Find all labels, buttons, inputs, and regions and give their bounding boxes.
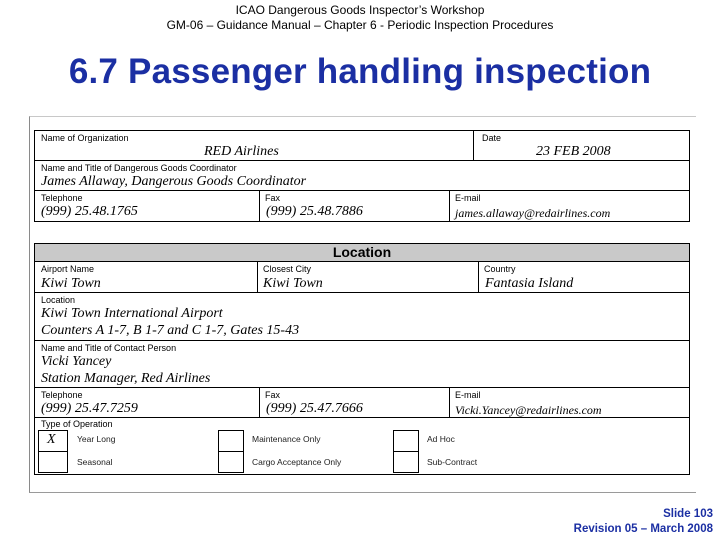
coordinator-value: James Allaway, Dangerous Goods Coordinator — [41, 174, 307, 189]
contact-name: Vicki Yancey — [41, 354, 112, 369]
airport-label: Airport Name — [41, 264, 95, 274]
city-label: Closest City — [263, 264, 312, 274]
city-value: Kiwi Town — [263, 276, 323, 291]
manual-subheader: GM-06 – Guidance Manual – Chapter 6 - Periodic Inspection Procedures — [166, 18, 554, 32]
workshop-header: ICAO Dangerous Goods Inspector’s Workshop — [235, 3, 485, 17]
org-telephone-value: (999) 25.48.1765 — [41, 204, 138, 219]
loc-telephone-value: (999) 25.47.7259 — [41, 401, 138, 416]
org-email-value: james.allaway@redairlines.com — [455, 206, 611, 220]
cargo-acceptance-checkbox[interactable] — [218, 451, 244, 473]
org-email-label: E-mail — [455, 193, 481, 203]
loc-email-value: Vicki.Yancey@redairlines.com — [455, 403, 602, 417]
city-divider — [257, 261, 258, 292]
email-divider — [449, 190, 450, 222]
airport-value: Kiwi Town — [41, 276, 101, 291]
option-sub-contract: Sub-Contract — [427, 457, 478, 467]
org-fax-label: Fax — [265, 193, 281, 203]
org-value: RED Airlines — [204, 144, 279, 159]
revision-label: Revision 05 – March 2008 — [573, 523, 713, 535]
contact-label: Name and Title of Contact Person — [41, 343, 177, 353]
seasonal-checkbox[interactable] — [38, 451, 68, 473]
org-label: Name of Organization — [41, 133, 129, 143]
loc-header-divider — [34, 261, 690, 262]
location-row-divider — [34, 340, 690, 341]
location-label: Location — [41, 295, 76, 305]
location-line2: Counters A 1-7, B 1-7 and C 1-7, Gates 15-43 — [41, 323, 300, 338]
loc-email-divider — [449, 387, 450, 417]
option-maintenance-only: Maintenance Only — [252, 434, 321, 444]
loc-fax-value: (999) 25.47.7666 — [266, 401, 363, 416]
org-row-divider — [34, 160, 690, 161]
option-cargo-acceptance: Cargo Acceptance Only — [252, 457, 342, 467]
airport-row-divider — [34, 292, 690, 293]
location-line1: Kiwi Town International Airport — [41, 306, 223, 321]
date-label: Date — [482, 133, 502, 143]
sub-contract-checkbox[interactable] — [393, 451, 419, 473]
location-header: Location — [35, 244, 689, 261]
slide-number: Slide 103 — [663, 508, 713, 520]
loc-email-label: E-mail — [455, 390, 481, 400]
loc-telephone-label: Telephone — [41, 390, 83, 400]
loc-fax-label: Fax — [265, 390, 281, 400]
coordinator-label: Name and Title of Dangerous Goods Coordinator — [41, 163, 237, 173]
country-value: Fantasia Island — [485, 276, 574, 291]
country-label: Country — [484, 264, 516, 274]
operation-type-label: Type of Operation — [41, 419, 113, 429]
option-seasonal: Seasonal — [77, 457, 113, 467]
maintenance-only-checkbox[interactable] — [218, 430, 244, 452]
option-ad-hoc: Ad Hoc — [427, 434, 455, 444]
country-divider — [478, 261, 479, 292]
year-long-checkbox[interactable] — [38, 430, 68, 452]
contact-row-divider — [34, 387, 690, 388]
location-form — [34, 243, 690, 475]
org-fax-value: (999) 25.48.7886 — [266, 204, 363, 219]
date-value: 23 FEB 2008 — [536, 144, 611, 159]
year-long-mark: X — [47, 432, 56, 447]
ad-hoc-checkbox[interactable] — [393, 430, 419, 452]
contact-title: Station Manager, Red Airlines — [41, 371, 211, 386]
slide-title: 6.7 Passenger handling inspection — [68, 52, 652, 91]
date-divider — [473, 130, 474, 160]
option-year-long: Year Long — [77, 434, 116, 444]
org-telephone-label: Telephone — [41, 193, 83, 203]
loc-fax-divider — [259, 387, 260, 417]
fax-divider — [259, 190, 260, 222]
coord-row-divider — [34, 190, 690, 191]
